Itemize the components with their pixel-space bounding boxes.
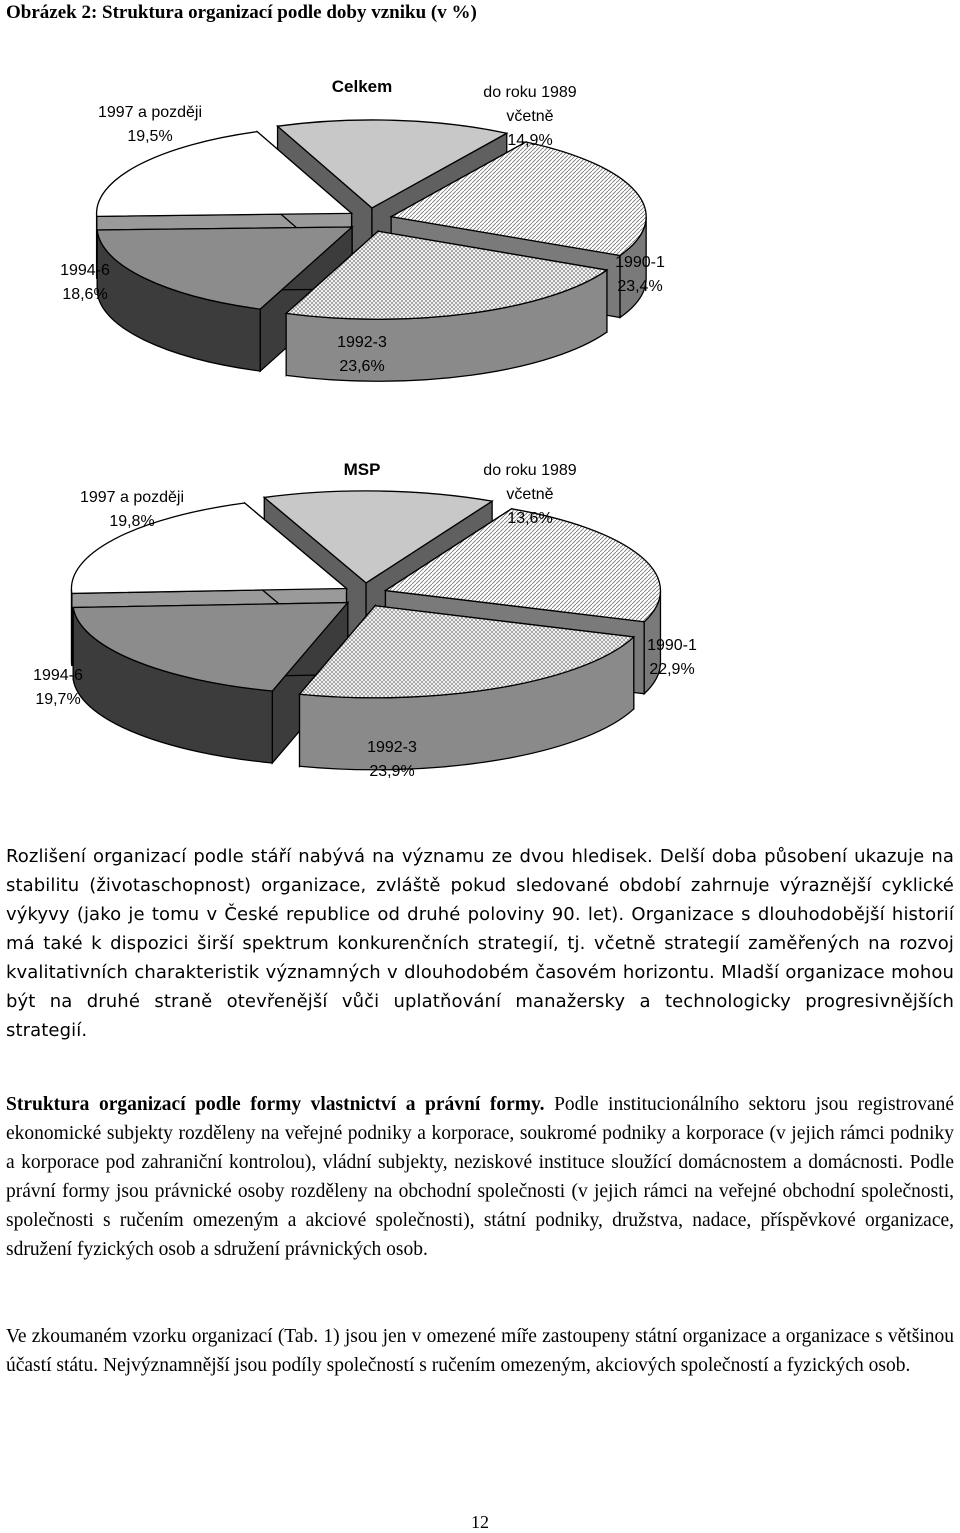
- slice-label-3: 1992-3 23,6%: [337, 334, 387, 375]
- slice-label-2: 1990-1 23,4%: [615, 254, 665, 295]
- paragraph-age-distinction: Rozlišení organizací podle stáří nabývá na významu ze dvou hledisek. Delší doba působení ukazuje na stabilitu (životaschopnost) organizace, zvláště pokud sledované období zahrnuje výraznější cyklické výkyvy (jako je tomu v České republice od druhé poloviny 90. let). Organizace s dlouhodobější historií má také k dispozici širší spektrum konkurenčních strategií, tj. včetně strategií zaměřených na rozvoj kvalitativních charakteristik významných v dlouhodobém časovém horizontu. Mladší organizace mohou být na druhé straně otevřenější vůči uplatňování manažersky a technologicky progresivnějších strategií.: [6, 846, 954, 1041]
- section-body: Podle institucionálního sektoru jsou registrované ekonomické subjekty rozděleny na veřejné podniky a korporace, soukromé podniky a korporace (v jejich rámci podniky a korporace pod zahraniční kontrolou), vládní subjekty, neziskové instituce sloužící domácnostem a domácnosti. Podle právní formy jsou právnické osoby rozděleny na obchodní společnosti (v jejich rámci na veřejné obchodní společnosti, společnosti s ručením omezeným a akciové společnosti), státní podniky, družstva, nadace, příspěvkové organizace, sdružení fyzických osob a sdružení právnických osob.: [6, 1094, 954, 1260]
- pie-chart-msp: [0, 440, 960, 785]
- slice-label-1: do roku 1989 včetně 13,6%: [483, 462, 577, 527]
- paragraph-sample-composition: Ve zkoumaném vzorku organizací (Tab. 1) jsou jen v omezené míře zastoupeny státní organizace a organizace s většinou účastí státu. Nejvýznamnější jsou podíly společností s ručením omezeným, akciových společností a fyzických osob.: [6, 1326, 954, 1376]
- figure-title: Obrázek 2: Struktura organizací podle doby vzniku (v %): [6, 2, 477, 23]
- slice-label-3: 1992-3 23,9%: [367, 739, 417, 780]
- slice-label-5: 1997 a později 19,8%: [79, 489, 185, 530]
- pie-chart-celkem: [0, 55, 960, 400]
- slice-label-2: 1990-1 22,9%: [647, 637, 697, 678]
- slice-label-4: 1994-6 19,7%: [33, 667, 83, 708]
- page-number: 12: [471, 1512, 489, 1532]
- slice-label-5: 1997 a později 19,5%: [97, 104, 203, 145]
- chart-title: Celkem: [331, 77, 393, 96]
- slice-label-4: 1994-6 18,6%: [60, 262, 110, 303]
- slice-label-1: do roku 1989 včetně 14,9%: [483, 84, 577, 149]
- chart-title: MSP: [343, 460, 381, 479]
- section-heading: Struktura organizací podle formy vlastnictví a právní formy.: [6, 1094, 545, 1115]
- paragraph-ownership-structure: [6, 1090, 954, 1264]
